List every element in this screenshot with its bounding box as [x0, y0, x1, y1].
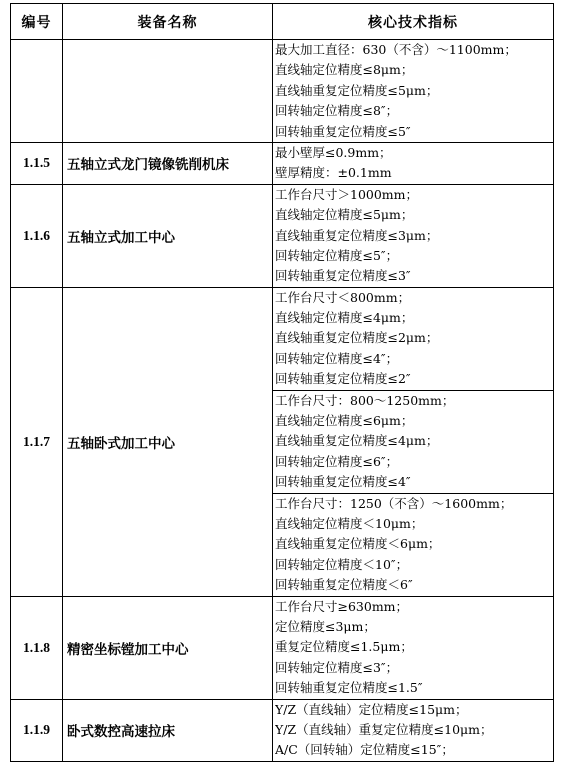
spec-cell — [273, 287, 554, 390]
spec-cell — [273, 596, 554, 699]
spec-line: 直线轴重复定位精度≤5μm； — [275, 82, 439, 98]
table-row — [11, 287, 554, 390]
spec-line: 回转轴定位精度≤5″； — [275, 247, 399, 263]
spec-line: 工作台尺寸：800～1250mm； — [275, 392, 455, 408]
spec-line: 回转轴重复定位精度≤4″ — [275, 474, 411, 490]
spec-line: 回转轴定位精度＜10″； — [275, 556, 409, 572]
spec-line: 直线轴定位精度≤8μm； — [275, 62, 414, 78]
item-number: 1.1.8 — [11, 596, 63, 699]
spec-line: 直线轴定位精度≤6μm； — [275, 413, 414, 429]
equipment-name: 卧式数控高速拉床 — [63, 699, 273, 761]
header-key-specs: 核心技术指标 — [273, 4, 554, 40]
spec-line: 直线轴重复定位精度＜6μm； — [275, 536, 441, 552]
equipment-name: 五轴立式加工中心 — [63, 184, 273, 287]
spec-line: 直线轴重复定位精度≤3μm； — [275, 227, 439, 243]
spec-cell — [273, 493, 554, 596]
spec-cell — [273, 142, 554, 184]
spec-line: 工作台尺寸：1250（不含）～1600mm； — [275, 495, 513, 511]
spec-line: 直线轴定位精度≤5μm； — [275, 207, 414, 223]
spec-line: 直线轴重复定位精度≤4μm； — [275, 433, 439, 449]
equipment-name: 五轴立式龙门镜像铣削机床 — [63, 142, 273, 184]
spec-cell — [273, 40, 554, 143]
table-body — [11, 40, 554, 762]
spec-cell — [273, 184, 554, 287]
spec-line: 工作台尺寸＜800mm； — [275, 289, 411, 305]
item-number: 1.1.7 — [11, 287, 63, 596]
table-row — [11, 184, 554, 287]
spec-line: Y/Z（直线轴）定位精度≤15μm； — [275, 701, 468, 717]
document-page — [10, 3, 553, 762]
spec-line: 直线轴定位精度≤4μm； — [275, 310, 414, 326]
equipment-name — [63, 40, 273, 143]
spec-line: 回转轴重复定位精度＜6″ — [275, 577, 413, 593]
item-number: 1.1.5 — [11, 142, 63, 184]
spec-line: 回转轴重复定位精度≤5″ — [275, 123, 411, 139]
equipment-name: 精密坐标镗加工中心 — [63, 596, 273, 699]
header-equipment-name: 装备名称 — [63, 4, 273, 40]
spec-line: 回转轴重复定位精度≤2″ — [275, 371, 411, 387]
item-number — [11, 40, 63, 143]
spec-line: 回转轴定位精度≤6″； — [275, 453, 399, 469]
spec-line: 回转轴重复定位精度≤1.5″ — [275, 680, 423, 696]
spec-line: 工作台尺寸＞1000mm； — [275, 186, 419, 202]
table-row — [11, 699, 554, 761]
spec-line: 回转轴定位精度≤3″； — [275, 659, 399, 675]
spec-line: 最大加工直径：630（不含）～1100mm； — [275, 42, 517, 57]
table-header-row — [11, 4, 554, 40]
spec-line: 定位精度≤3μm； — [275, 618, 376, 634]
spec-cell — [273, 390, 554, 493]
header-number: 编号 — [11, 4, 63, 40]
spec-line: 回转轴定位精度≤4″； — [275, 350, 399, 366]
spec-line: 重复定位精度≤1.5μm； — [275, 639, 413, 655]
table-row — [11, 596, 554, 699]
spec-line: 回转轴重复定位精度≤3″ — [275, 268, 411, 284]
item-number: 1.1.6 — [11, 184, 63, 287]
spec-line: Y/Z（直线轴）重复定位精度≤10μm； — [275, 721, 493, 737]
table-row — [11, 142, 554, 184]
spec-line: 工作台尺寸≥630mm； — [275, 598, 409, 614]
spec-line: A/C（回转轴）定位精度≤15″； — [275, 742, 454, 758]
spec-line: 直线轴定位精度＜10μm； — [275, 515, 424, 531]
item-number: 1.1.9 — [11, 699, 63, 761]
equipment-name: 五轴卧式加工中心 — [63, 287, 273, 596]
spec-line: 回转轴定位精度≤8″； — [275, 103, 399, 119]
spec-line: 直线轴重复定位精度≤2μm； — [275, 330, 439, 346]
spec-line: 最小壁厚≤0.9mm； — [275, 144, 392, 160]
table-row — [11, 40, 554, 143]
equipment-spec-table — [10, 3, 554, 762]
spec-line: 壁厚精度：±0.1mm — [275, 165, 392, 181]
spec-cell — [273, 699, 554, 761]
